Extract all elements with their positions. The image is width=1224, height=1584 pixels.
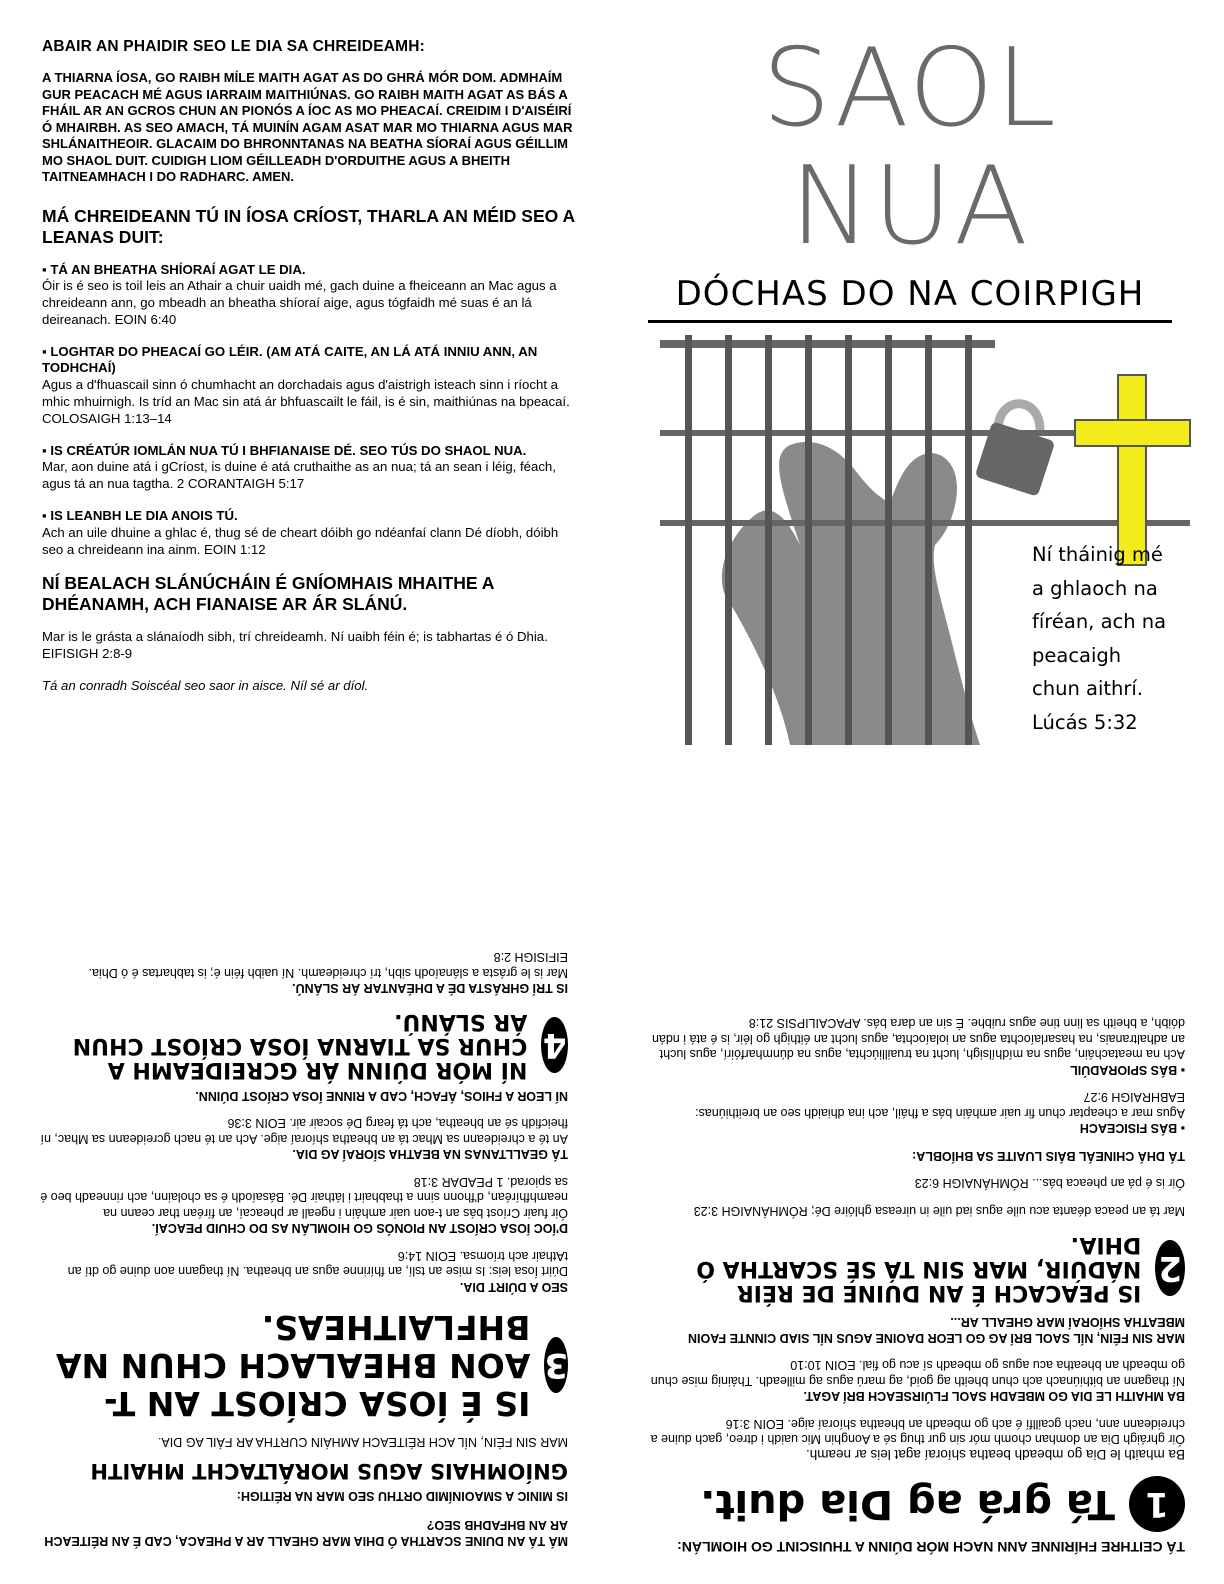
seo-heading: SEO A DÚIRT DIA. <box>459 1280 568 1294</box>
seo-body: Dúirt Íosa leis: Is mise an tslí, an fhírinne agus an bheatha. Ní thagann aon duine go dtí an tAthair ach tríomsa. EOIN 14:6 <box>67 1249 568 1279</box>
list-item <box>42 508 577 558</box>
cover-title-line1: SAOL <box>762 26 1058 151</box>
list-item <box>42 443 577 493</box>
physical-death-body: Agus mar a cheaptar chun fir uair amháin bás a fháil, ach ina dhiaidh seo an breithiúnas: EABHRAIGH 9:27 <box>695 1090 1185 1120</box>
physical-death-heading: ▪ BÁS FISICEACH <box>1079 1121 1185 1136</box>
verse-line: Ní tháinig mé <box>1032 543 1163 566</box>
know-note: NÍ LEOR A FHIOS, ÁFACH, CAD A RINNE ÍOSA CRÍOST DÚINN. <box>195 1089 568 1103</box>
padlock-icon <box>975 404 1056 497</box>
step-number-2: 2 <box>1155 1240 1185 1296</box>
works-note: MAR SIN FÉIN, NÍL ACH RÉITEACH AMHÁIN CURTHA AR FÁIL AG DIA. <box>157 1435 568 1450</box>
item-body: Óir is é seo is toil leis an Athair a chuir uaidh mé, gach duine a fheiceann an Mac agus a chreideann ann, go mbeadh an bheatha shíoraí aige, agus tógfaidh mé suas é an lá deireanach. EOIN 6:40 <box>42 278 557 327</box>
grace-body: Mar is le grásta a slánaíodh sibh, trí chreideamh. Ní uaibh féin é; is tabhartas é ó Dhia. EIFISIGH 2:8 <box>88 950 568 980</box>
many-note: MAR SIN FÉIN, NÍL SAOL BRÍ AG GO LEOR DAOINE AGUS NÍL SIAD CINNTE FAOIN MBEATHA SHÍORAÍ MAR GHEALL AR... <box>687 1315 1185 1345</box>
item-heading: ▪ IS CRÉATÚR IOMLÁN NUA TÚ I BHFIANAISE DÉ. SEO TÚS DO SHAOL NUA. <box>42 442 527 458</box>
divider <box>648 320 1172 323</box>
item-heading: ▪ IS LEANBH LE DIA ANOIS TÚ. <box>42 508 238 524</box>
full-life-heading: BA MHAITH LE DIA GO MBEADH SAOL FLÚIRSEACH BRÍ AGAT. <box>803 1389 1185 1404</box>
believe-heading: MÁ CHREIDEANN TÚ IN ÍOSA CRÍOST, THARLA AN MÉID SEO A LEANAS DUIT: <box>42 205 575 247</box>
step-number-4: 4 <box>541 1018 568 1074</box>
top-left-panel <box>42 38 577 758</box>
verse-line: chun aithrí. <box>1032 677 1144 700</box>
works-body: Mar is le grásta a slánaíodh sibh, trí chreideamh. Ní uaibh féin é; is tabhartas é ó Dhia. EIFISIGH 2:8-9 <box>42 629 548 662</box>
cover-title-line2: NUA <box>790 144 1030 269</box>
step-number-3: 3 <box>544 1337 568 1393</box>
deaths-heading: TÁ DHÁ CHINEÁL BÁIS LUAITE SA BHÍOBLA: <box>912 1149 1185 1163</box>
verse-line: fíréan, ach na <box>1032 610 1167 633</box>
item-body: Mar, aon duine atá i gCríost, is duine é atá cruthaithe as an nua; tá an sean i léig, féach, agus tá an nua tagtha. 2 CORANTAIGH 5:17 <box>42 459 556 492</box>
love-body: Óir ghráigh Dia an domhan chomh mór sin gur thug sé a Aonghin Mic uaidh i dtreo, gach duine a chreideann ann, nach gcaillfí é ach go mbeadh an bheatha shíoraí aige. EOIN 3:16 <box>650 1417 1185 1447</box>
paid-heading: D'ÍOC ÍOSA CRÍOST AN PIONÓS GO HIOMLÁN AS DO CHUID PEACAÍ. <box>151 1221 568 1236</box>
item-heading: ▪ TÁ AN BHEATHA SHÍORAÍ AGAT LE DIA. <box>42 261 306 277</box>
cover-subtitle: DÓCHAS DO NA COIRPIGH <box>675 274 1145 314</box>
prayer-text: A THIARNA ÍOSA, GO RAIBH MÍLE MAITH AGAT AS DO GHRÁ MÓR DOM. ADMHAÍM GUR PEACACH MÉ AGUS IARRAIM MAITHIÚNAS. GO RAIBH MAITH AGAT AS BÁS A FHÁIL AR AN GCROS CHUN AN PIONÓS A ÍOC AS MO PHEACAÍ. CREIDIM I D'AISÉIRÍ Ó MHAIRBH. AS SEO AMACH, TÁ MUINÍN AGAM ASAT MAR MO THIARNA AGUS MAR SHLÁNAITHEOIR. GLACAIM DO BHRONNTANAS NA BEATHA SÍORAÍ AGUS GÉILLIM MO SHAOL DUIT. CUIDIGH LIOM GÉILLEADH D'ORDUITHE AGUS A BHEITH TAITNEAMHACH I DO RADHARC. AMEN. <box>42 70 573 184</box>
promise-body: An té a chreideann sa Mhac tá an bheatha shíoraí aige. Ach an té nach gcreideann sa Mhac, ní fheicfidh sé an bheatha, ach tá fearg Dé socair air. EOIN 3:36 <box>40 1116 568 1146</box>
sin-body: Mar tá an peaca déanta acu uile agus iad uile in uireasa ghlóire Dé; RÓMHÁNAIGH 3:23 <box>693 1204 1185 1218</box>
full-life-body: Ní thagann an bithiúnach ach chun bheith ag goid, ag marú agus ag milleadh. Tháinig mise chun go mbeadh an bheatha acu agus go mbeadh sí acu go fial. EOIN 10:10 <box>650 1358 1185 1388</box>
prayer-heading: ABAIR AN PHAIDIR SEO LE DIA SA CHREIDEAMH: <box>42 38 425 55</box>
intro-heading: TÁ CEITHRE FHÍRINNE ANN NACH MÓR DÚINN A THUISCINT GO HIOMLÁN: <box>677 1539 1185 1555</box>
cross-icon <box>1075 375 1190 565</box>
step-2-title: IS PEACACH É AN DUINE DE RÉIR NÁDÚIR, MAR SIN TÁ SÉ SCARTHA Ó DHIA. <box>696 1232 1142 1305</box>
item-body: Agus a d'fhuascail sinn ó chumhacht an dorchadais agus d'aistrigh isteach sinn i ríocht a mhic mhuirnigh. Is tríd an Mac sin atá ár bhfuascailt le fáil, is é sin, maithiúnas na bpeacaí. COLOSAIGH 1:13–14 <box>42 377 570 426</box>
verse-line: a ghlaoch na <box>1032 576 1158 600</box>
works-big: GNÍOMHAIS AGUS MORÁLTACHT MHAITH <box>90 1459 568 1484</box>
question-sub: IS MINIC A SMAOINÍMID ORTHU SEO MAR NA RÉITIGH: <box>236 1489 568 1503</box>
love-lead: Ba mhaith le Dia go mbeadh beatha shíoraí agat leis ar neamh. <box>806 1447 1185 1462</box>
spiritual-death-body: Ach na meatacháin, agus na mídhílsigh, lucht na truailliúchta, agus na dúnmharfóirí, agus lucht an adhaltranais, na hasarlaíochta agus an iolaíochta, agus lucht an éithigh go léir, is é atá i ndán dóibh, a bheith sa linn tine agus ruibhe. É sin an dara bás. APACAILIPSIS 21:8 <box>651 1016 1185 1062</box>
verse-reference: Lúcás 5:32 <box>1032 710 1138 734</box>
cover-verse <box>1032 538 1166 739</box>
grace-heading: IS TRÍ GHRÁSTA DÉ A DHÉANTAR ÁR SLÁNÚ. <box>292 981 568 996</box>
spiritual-death-heading: ▪ BÁS SPIORADÚIL <box>1070 1063 1185 1077</box>
cover-panel <box>620 26 1200 760</box>
item-body: Ach an uile dhuine a ghlac é, thug sé de cheart dóibh go ndéanfaí clann Dé díobh, dóibh seo a chreideann ina ainm. EOIN 1:12 <box>42 524 559 557</box>
item-heading: ▪ LOGHTAR DO PHEACAÍ GO LÉIR. (AM ATÁ CAITE, AN LÁ ATÁ INNIU ANN, AN TODHCHAÍ) <box>42 343 538 376</box>
list-item <box>42 344 577 428</box>
list-item <box>42 262 577 329</box>
question-heading: MÁ TÁ AN DUINE SCARTHA Ó DHIA MAR GHEALL AR A PHEACA, CAD É AN RÉITEACH AR AN BHFADHB SEO? <box>44 1518 568 1548</box>
step-4-title: NÍ MÓR DÚINN ÁR GCREIDEAMH A CHUR SA TIARNA ÍOSA CRÍOST CHUN ÁR SLÁNÚ. <box>72 1009 528 1083</box>
paid-body: Óir fuair Críost bás an t-aon uair amháin i ngeall ar pheacaí, an fíréan thar ceann na neamhfhíréan, d'fhonn sinn a thabhairt i láthair Dé. Básaíodh é sa cholainn, ach rinneadh beo é sa spiorad. 1 PEADAR 3:18 <box>40 1175 568 1220</box>
bottom-right-panel <box>645 835 1185 1555</box>
free-note: Tá an conradh Soiscéal seo saor in aisce. Níl sé ar díol. <box>42 678 369 694</box>
verse-line: peacaigh <box>1032 643 1122 667</box>
step-1-title: Tá grá ag Dia duit. <box>700 1481 1115 1527</box>
wage-body: Óir is é pá an pheaca bás... RÓMHÁNAIGH 6:23 <box>914 1176 1185 1191</box>
bottom-left-panel <box>40 848 568 1548</box>
promise-heading: TÁ GEALLTANAS NA BEATHA SÍORAÍ AG DIA. <box>292 1147 568 1162</box>
step-number-1: 1 <box>1129 1476 1185 1532</box>
step-3-title: IS É ÍOSA CRÍOST AN T-AON BHEALACH CHUN NA BHFLAITHEAS. <box>55 1308 531 1423</box>
works-heading: NÍ BEALACH SLÁNÚCHÁIN É GNÍOMHAIS MHAITHE A DHÉANAMH, ACH FIANAISE AR ÁR SLÁNÚ. <box>42 573 494 615</box>
